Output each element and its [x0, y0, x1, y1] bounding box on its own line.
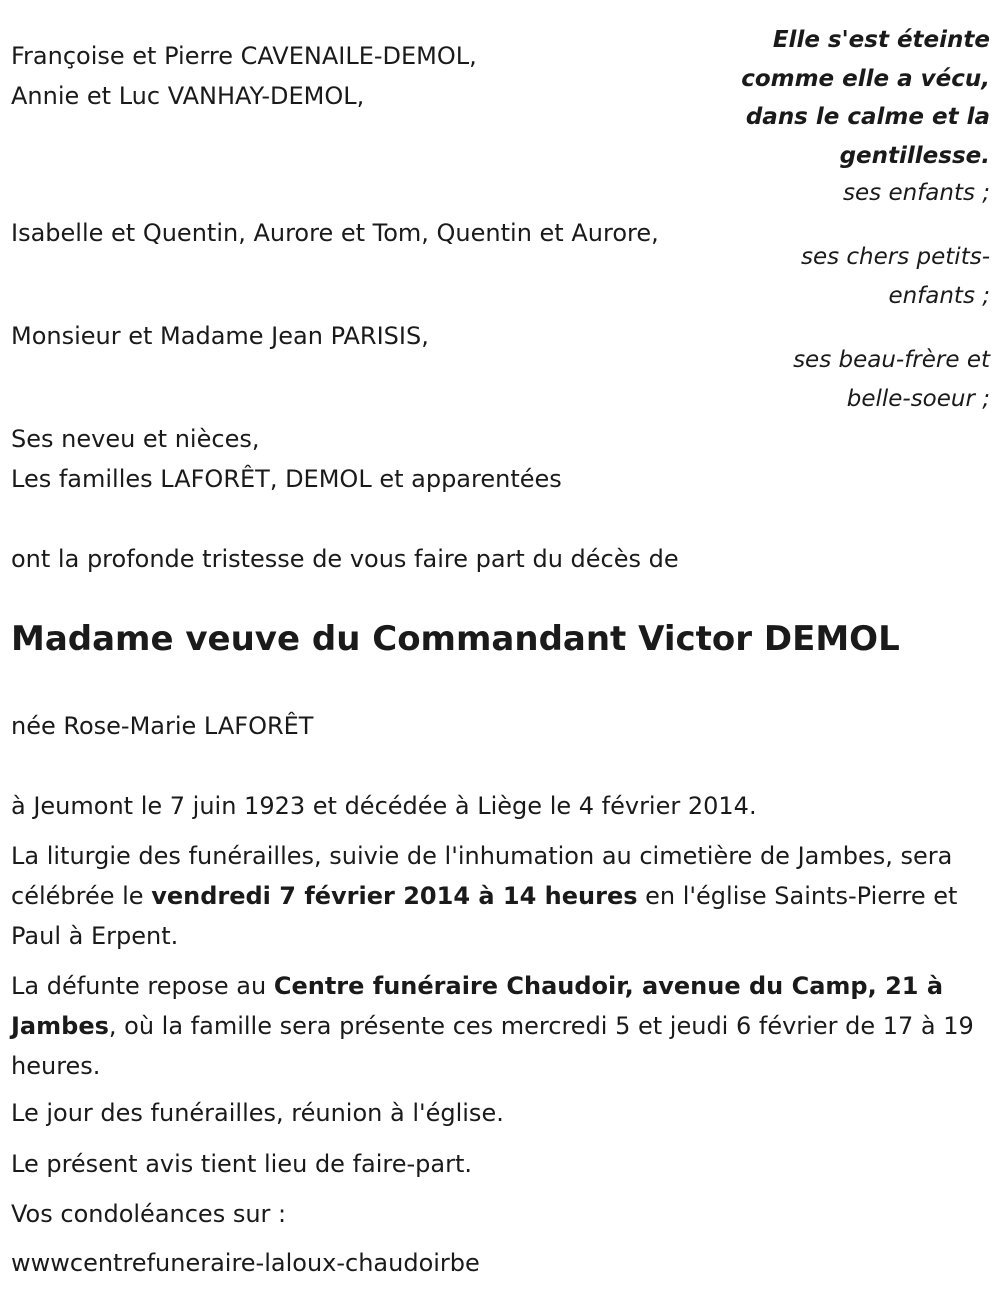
family-inlaws: Monsieur et Madame Jean PARISIS, — [11, 322, 429, 350]
quote-line-4: gentillesse. — [839, 143, 990, 169]
announcement-text: ont la profonde tristesse de vous faire part du décès de — [11, 545, 679, 573]
relation-children: ses enfants ; — [843, 180, 990, 206]
deceased-birth-name: née Rose-Marie LAFORÊT — [11, 712, 314, 740]
family-grandchildren: Isabelle et Quentin, Aurore et Tom, Quentin et Aurore, — [11, 219, 659, 247]
quote-line-1: Elle s'est éteinte — [772, 27, 990, 53]
family-relatives: Les familles LAFORÊT, DEMOL et apparentées — [11, 465, 562, 493]
condolences-label: Vos condoléances sur : — [11, 1200, 287, 1228]
family-children-line-1: Françoise et Pierre CAVENAILE-DEMOL, — [11, 42, 477, 70]
relation-inlaws-line-2: belle-soeur ; — [846, 386, 990, 412]
relation-grandchildren-line-1: ses chers petits- — [800, 244, 990, 270]
deceased-dates: à Jeumont le 7 juin 1923 et décédée à Liège le 4 février 2014. — [11, 792, 757, 820]
visitation-text-1: La défunte repose au — [11, 972, 274, 1000]
funeral-datetime: vendredi 7 février 2014 à 14 heures — [151, 882, 638, 910]
meeting-text: Le jour des funérailles, réunion à l'église. — [11, 1099, 504, 1127]
notice-text: Le présent avis tient lieu de faire-part. — [11, 1150, 473, 1178]
family-nephews: Ses neveu et nièces, — [11, 425, 260, 453]
condolences-website[interactable]: wwwcentrefuneraire-laloux-chaudoirbe — [11, 1249, 480, 1277]
quote-line-3: dans le calme et la — [745, 104, 990, 130]
visitation-text-2: , où la famille sera présente ces mercredi 5 et jeudi 6 février de 17 à 19 heures. — [11, 1012, 974, 1080]
quote-line-2: comme elle a vécu, — [741, 66, 990, 92]
funeral-text-1: La liturgie des funérailles, suivie de l'inhumation au cimetière de Jambes, sera célébrée le — [11, 842, 953, 910]
family-children-line-2: Annie et Luc VANHAY-DEMOL, — [11, 82, 365, 110]
visitation-place: Centre funéraire Chaudoir, avenue du Camp, 21 à Jambes — [11, 972, 944, 1040]
relation-inlaws-line-1: ses beau-frère et — [793, 347, 990, 373]
relation-grandchildren-line-2: enfants ; — [888, 283, 990, 309]
funeral-paragraph — [11, 836, 991, 956]
deceased-name: Madame veuve du Commandant Victor DEMOL — [11, 619, 900, 659]
funeral-text-2: en l'église Saints-Pierre et Paul à Erpent. — [11, 882, 958, 950]
visitation-paragraph — [11, 966, 991, 1086]
